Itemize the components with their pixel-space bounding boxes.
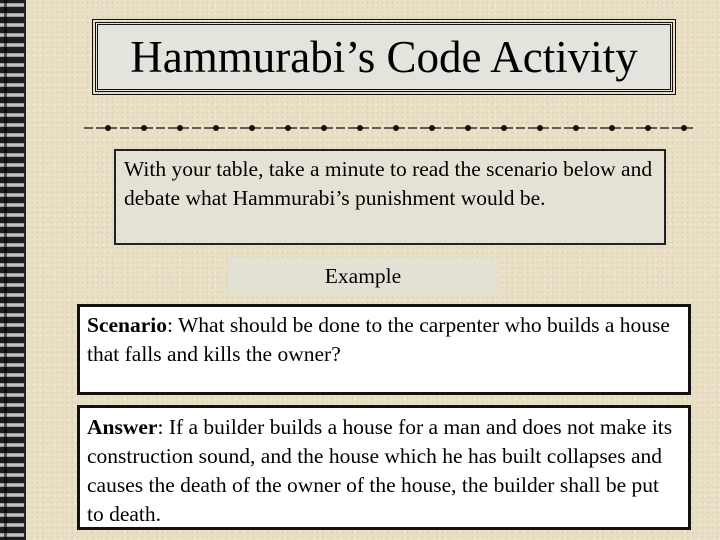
divider-dot (105, 125, 111, 131)
scenario-label: Scenario (87, 313, 168, 337)
divider-dot (357, 125, 363, 131)
divider-dot (393, 125, 399, 131)
slide-title: Hammurabi’s Code Activity (130, 31, 638, 82)
divider-dot (645, 125, 651, 131)
divider-dot (537, 125, 543, 131)
divider-dot (501, 125, 507, 131)
answer-text: : If a builder builds a house for a man and does not make its construction sound, and the house which he has built collapses and causes the death of the owner of the house, the builder shall be put to death. (87, 415, 673, 526)
divider-dot (285, 125, 291, 131)
scenario-text: : What should be done to the carpenter who builds a house that falls and kills the owner? (87, 313, 670, 366)
answer-label: Answer (87, 415, 158, 439)
divider-dot (681, 125, 687, 131)
example-label (228, 258, 498, 294)
divider-dot (141, 125, 147, 131)
instructions-text: With your table, take a minute to read the scenario below and debate what Hammurabi’s punishment would be. (124, 157, 653, 210)
divider-dot (465, 125, 471, 131)
divider-dot (213, 125, 219, 131)
divider-dot (321, 125, 327, 131)
scenario-box (77, 304, 691, 395)
decorative-divider (84, 121, 696, 135)
example-label-text: Example (324, 263, 402, 288)
answer-box (77, 405, 691, 530)
instructions-box (114, 149, 666, 245)
spiral-binding (0, 0, 26, 540)
divider-dot (573, 125, 579, 131)
divider-dot (609, 125, 615, 131)
divider-dot (429, 125, 435, 131)
title-box (95, 22, 673, 92)
divider-dot (249, 125, 255, 131)
divider-dot (177, 125, 183, 131)
